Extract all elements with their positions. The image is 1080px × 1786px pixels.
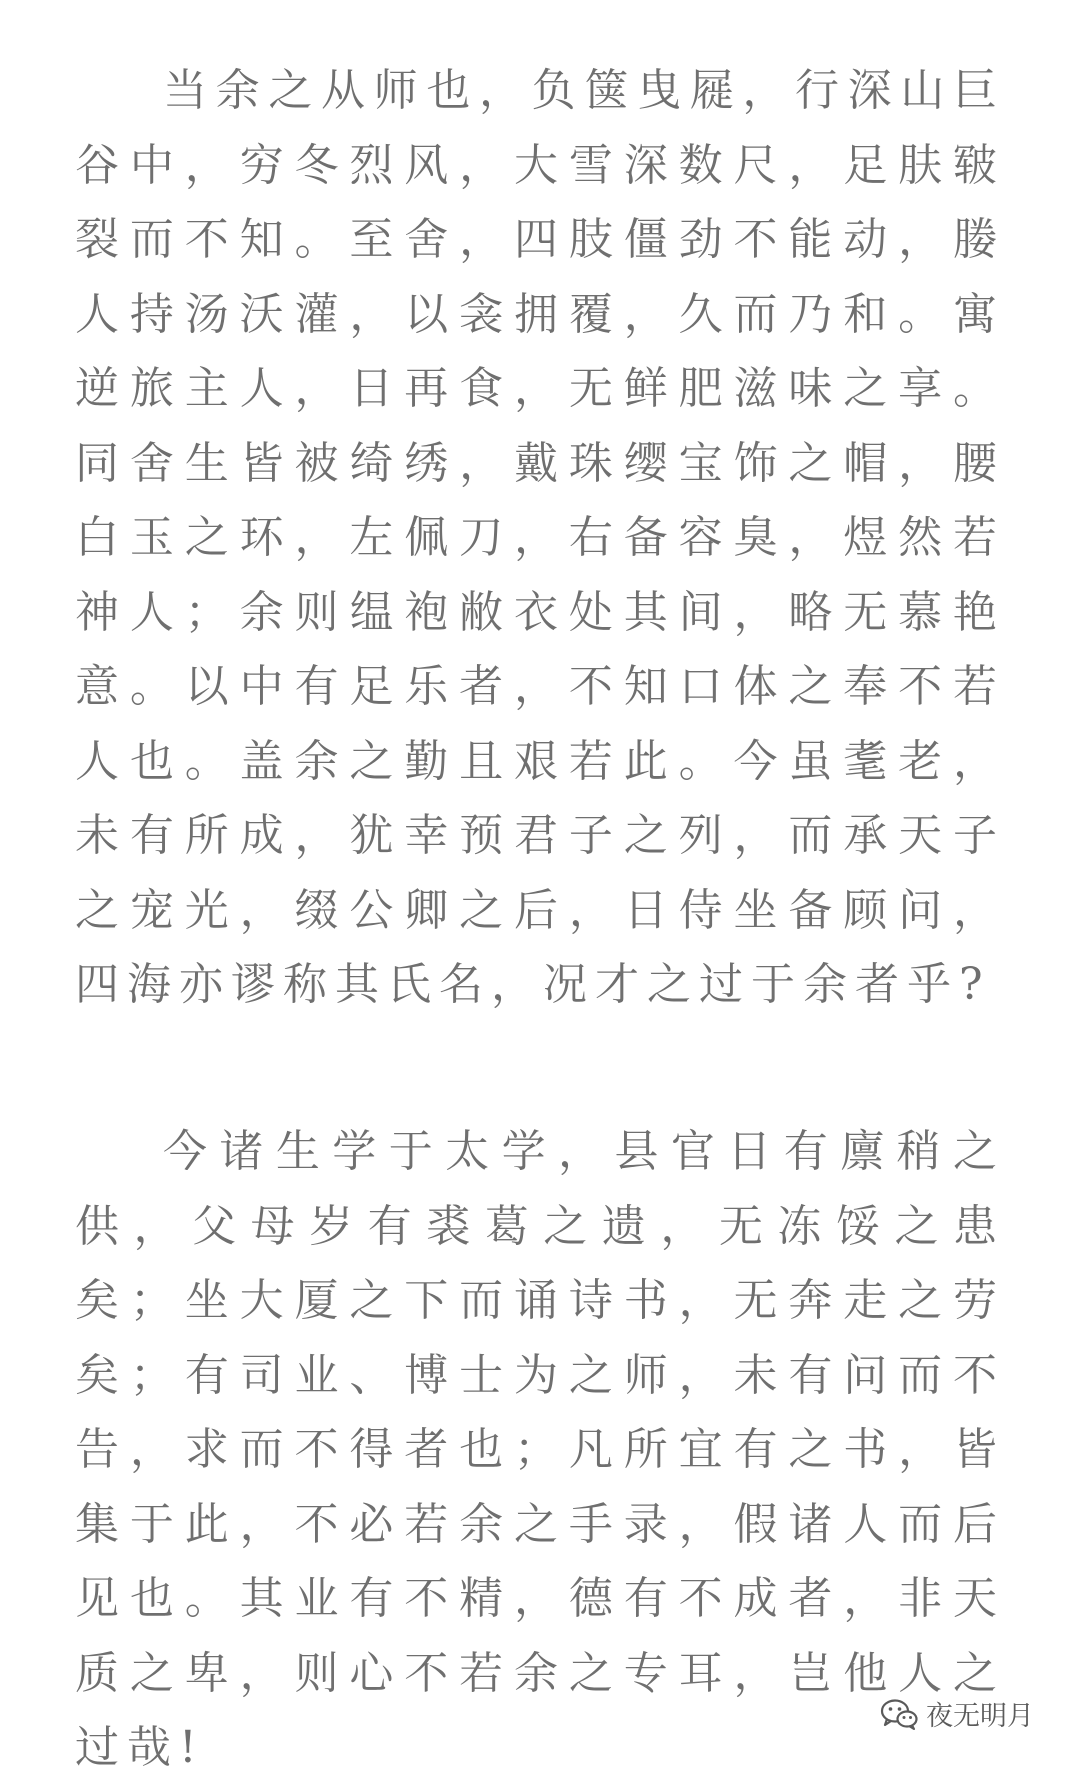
watermark-text: 夜无明月: [926, 1701, 1034, 1732]
article-paragraph-1: 当余之从师也，负箧曳屣，行深山巨谷中，穷冬烈风，大雪深数尺，足肤皲裂而不知。至舍，四肢僵劲不能动，媵人持汤沃灌，以衾拥覆，久而乃和。寓逆旅主人，日再食，无鲜肥滋味之享。同舍生皆被绮绣，戴珠缨宝饰之帽，腰白玉之环，左佩刀，右备容臭，煜然若神人；余则缊袍敝衣处其间，略无慕艳意。以中有足乐者，不知口体之奉不若人也。盖余之勤且艰若此。今虽耄老，未有所成，犹幸预君子之列，而承天子之宠光，缀公卿之后，日侍坐备顾问，四海亦谬称其氏名，况才之过于余者乎?: [75, 65, 1005, 1010]
watermark: [880, 1694, 1034, 1733]
wechat-icon: [880, 1698, 918, 1730]
article-paragraph-2: 今诸生学于太学，县官日有廪稍之供，父母岁有裘葛之遗，无冻馁之患矣；坐大厦之下而诵诗书，无奔走之劳矣；有司业、博士为之师，未有问而不告，求而不得者也；凡所宜有之书，皆集于此，不必若余之手录，假诸人而后见也。其业有不精，德有不成者，非天质之卑，则心不若余之专耳，岂他人之过哉!: [75, 1126, 1005, 1773]
